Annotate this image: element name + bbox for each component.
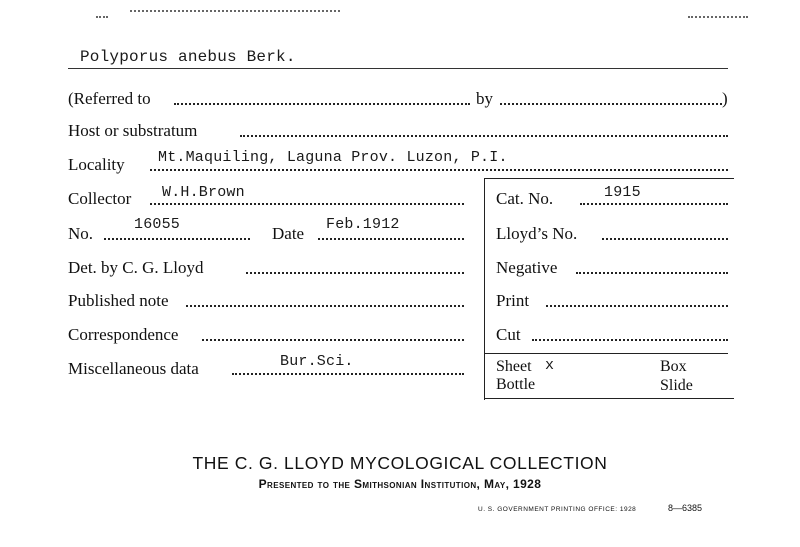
locality-value: Mt.Maquiling, Laguna Prov. Luzon, P.I. [158,149,508,166]
by-label: by [476,89,493,108]
date-label: Date [272,224,305,243]
right-box-left-rule [484,178,485,400]
form-code: 8—6385 [668,503,703,513]
host-label: Host or substratum [68,121,198,140]
date-line [318,238,464,240]
published-note-line [186,305,464,307]
collector-line [150,203,464,205]
referred-to-label: (Referred to [68,89,151,108]
print-label: Print [496,291,530,310]
misc-data-label: Miscellaneous data [68,359,199,378]
correspondence-line [202,339,464,341]
top-speck-marks [688,14,748,18]
lloyds-no-label: Lloyd’s No. [496,224,578,243]
no-value: 16055 [134,216,181,233]
no-label: No. [68,224,94,243]
published-note-label: Published note [68,291,169,310]
cat-no-label: Cat. No. [496,189,554,208]
box-label: Box [660,358,687,375]
no-line [104,238,250,240]
sheet-label: Sheet [496,358,532,375]
by-line [500,103,722,105]
sheet-mark: x [545,357,555,374]
top-speck-marks [130,8,340,12]
misc-data-line [232,373,464,375]
negative-line [576,272,728,274]
collection-subtitle: Presented to the Smithsonian Institution, May, 1928 [258,477,542,491]
lloyds-no-line [602,238,728,240]
right-box-top-rule [484,178,734,179]
host-line [240,135,728,137]
close-paren: ) [722,89,728,108]
locality-label: Locality [68,155,125,174]
cat-no-line [580,203,728,205]
negative-label: Negative [496,258,558,277]
bottle-label: Bottle [496,376,536,393]
correspondence-label: Correspondence [68,325,179,344]
cat-no-value: 1915 [604,184,641,201]
det-by-label: Det. by C. G. Lloyd [68,258,204,277]
print-line [546,305,728,307]
referred-to-line [174,103,470,105]
right-box-sheet-rule [484,353,728,354]
det-by-line [246,272,464,274]
misc-data-value: Bur.Sci. [280,353,354,370]
date-value: Feb.1912 [326,216,400,233]
top-speck-marks [96,14,108,18]
cut-line [532,339,728,341]
collector-value: W.H.Brown [162,184,245,201]
collection-title: THE C. G. LLOYD MYCOLOGICAL COLLECTION [192,453,608,473]
locality-line [150,169,728,171]
cut-label: Cut [496,325,521,344]
species-name: Polyporus anebus Berk. [80,48,296,66]
right-box-bottom-rule [484,398,734,399]
collector-label: Collector [68,189,132,208]
printing-office-note: U. S. GOVERNMENT PRINTING OFFICE: 1928 [478,506,637,513]
slide-label: Slide [660,377,693,394]
species-line [68,68,728,69]
